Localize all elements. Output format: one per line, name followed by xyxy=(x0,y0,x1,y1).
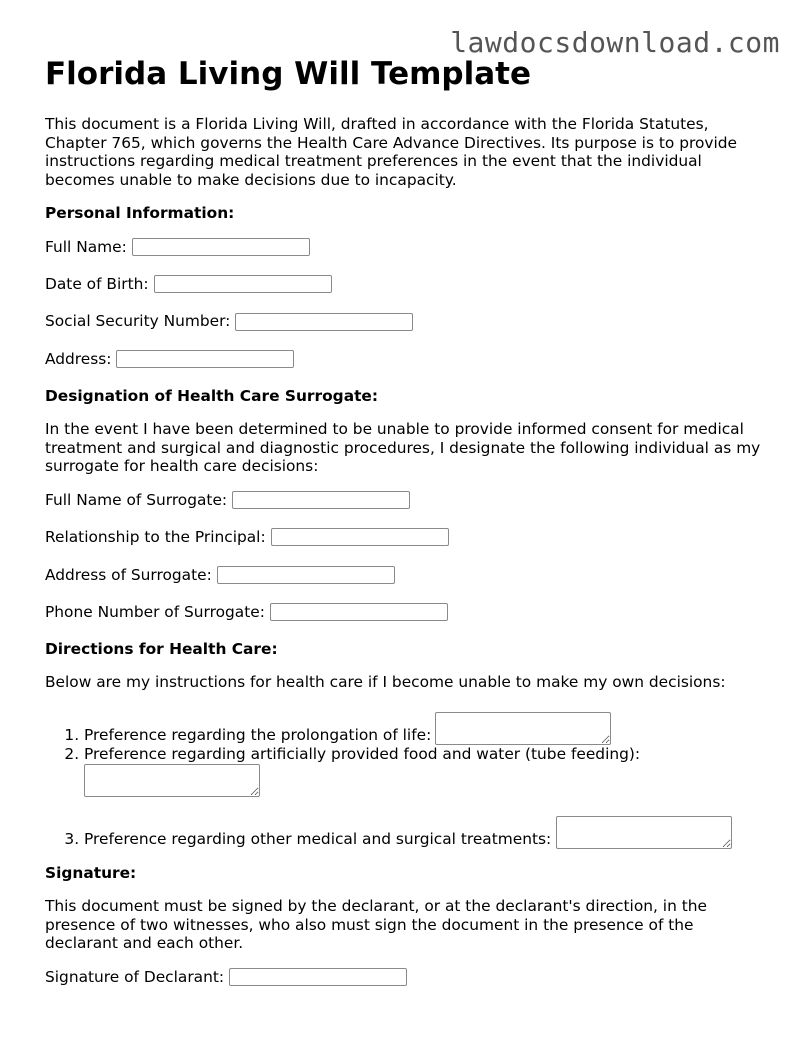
page-title: Florida Living Will Template xyxy=(45,56,531,92)
relationship-input[interactable] xyxy=(271,528,449,546)
surrogate-phone-row xyxy=(45,603,765,622)
relationship-label: Relationship to the Principal: xyxy=(45,528,266,547)
direction-label-other-treatments: 3. Preference regarding other medical and surgical treatments: xyxy=(84,830,552,849)
surrogate-name-label: Full Name of Surrogate: xyxy=(45,490,228,509)
direction-item-tube-feeding xyxy=(84,745,765,802)
direction-label-prolongation: 1. Preference regarding the prolongation of life: xyxy=(84,726,432,745)
surrogate-address-row xyxy=(45,565,765,584)
address-label: Address: xyxy=(45,349,112,368)
surrogate-address-input[interactable] xyxy=(217,566,395,584)
surrogate-phone-input[interactable] xyxy=(270,603,448,621)
address-input[interactable] xyxy=(116,350,294,368)
ssn-input[interactable] xyxy=(235,313,413,331)
surrogate-name-input[interactable] xyxy=(232,491,410,509)
surrogate-paragraph: In the event I have been determined to be unable to provide informed consent for medical treatment and surgical and diagnostic procedures, I designate the following individual as my surrogate for health care decisions: xyxy=(45,420,761,476)
other-treatments-textarea[interactable] xyxy=(556,816,732,849)
full-name-label: Full Name: xyxy=(45,237,127,256)
tube-feeding-textarea[interactable] xyxy=(84,764,260,797)
prolongation-textarea[interactable] xyxy=(435,712,611,745)
surrogate-address-label: Address of Surrogate: xyxy=(45,565,212,584)
directions-heading: Directions for Health Care: xyxy=(45,639,278,658)
dob-input[interactable] xyxy=(154,275,332,293)
surrogate-name-row xyxy=(45,491,765,510)
signature-heading: Signature: xyxy=(45,863,137,882)
dob-row xyxy=(45,275,765,294)
direction-label-tube-feeding: 2. Preference regarding artificially provided food and water (tube feeding): xyxy=(84,744,641,763)
document-body xyxy=(45,115,765,1005)
ssn-label: Social Security Number: xyxy=(45,312,231,331)
surrogate-phone-label: Phone Number of Surrogate: xyxy=(45,602,265,621)
declarant-signature-row xyxy=(45,968,765,987)
declarant-signature-input[interactable] xyxy=(229,968,407,986)
ssn-row xyxy=(45,312,765,331)
full-name-row xyxy=(45,238,765,257)
dob-label: Date of Birth: xyxy=(45,275,149,294)
direction-item-other-treatments xyxy=(84,809,765,849)
surrogate-heading: Designation of Health Care Surrogate: xyxy=(45,386,379,405)
full-name-input[interactable] xyxy=(132,238,310,256)
directions-list xyxy=(45,707,765,849)
personal-info-heading: Personal Information: xyxy=(45,204,235,222)
directions-paragraph: Below are my instructions for health care if I become unable to make my own decisions: xyxy=(45,673,726,692)
declarant-signature-label: Signature of Declarant: xyxy=(45,968,225,987)
direction-item-prolongation xyxy=(84,707,765,745)
address-row xyxy=(45,349,765,368)
signature-paragraph: This document must be signed by the declarant, or at the declarant's direction, in the presence of two witnesses, who also must sign the document in the presence of the declarant and each other. xyxy=(45,897,707,953)
watermark: lawdocsdownload.com xyxy=(450,26,780,59)
intro-paragraph: This document is a Florida Living Will, drafted in accordance with the Florida Statutes, Chapter 765, which governs the Health Care Advance Directives. Its purpose is to provide instructions regarding medical treatment preferences in the event that the individual becomes unable to make decisions due to incapacity. xyxy=(45,115,738,189)
relationship-row xyxy=(45,528,765,547)
